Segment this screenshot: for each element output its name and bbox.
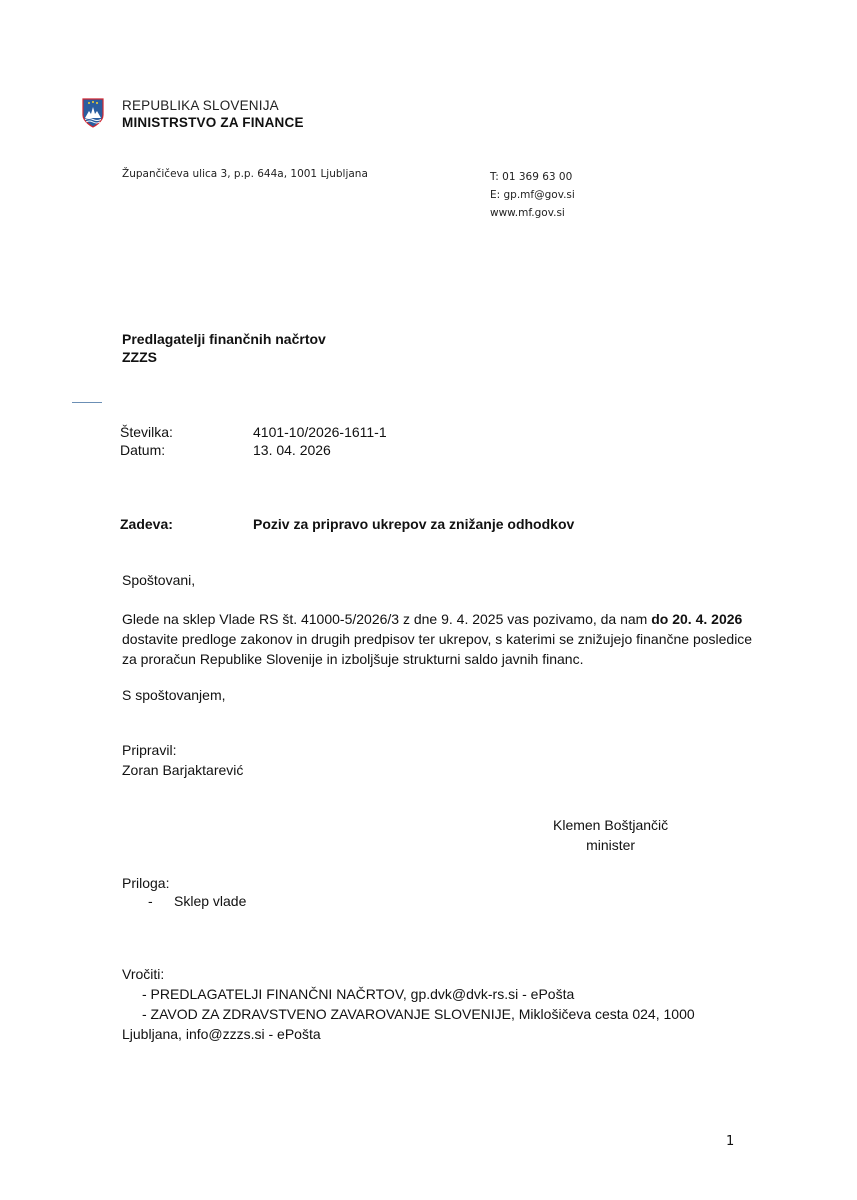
attachment-dash: - bbox=[148, 893, 153, 909]
ministry-address: Župančičeva ulica 3, p.p. 644a, 1001 Ljubljana bbox=[122, 168, 368, 180]
website: www.mf.gov.si bbox=[490, 207, 565, 219]
subject-value: Poziv za pripravo ukrepov za znižanje odhodkov bbox=[253, 516, 575, 532]
date-value: 13. 04. 2026 bbox=[253, 442, 331, 458]
prepared-by-block bbox=[122, 740, 243, 780]
signer-title: minister bbox=[586, 837, 636, 853]
delivery-line-2: - ZAVOD ZA ZDRAVSTVENO ZAVAROVANJE SLOVENIJE, Miklošičeva cesta 024, 1000 bbox=[142, 1006, 695, 1022]
prepared-name: Zoran Barjaktarević bbox=[122, 762, 244, 778]
number-value: 4101-10/2026-1611-1 bbox=[253, 424, 387, 440]
recipient-block bbox=[122, 330, 326, 366]
phone: T: 01 369 63 00 bbox=[490, 171, 573, 183]
email: E: gp.mf@gov.si bbox=[490, 189, 575, 201]
delivery-block bbox=[122, 964, 762, 1044]
closing: S spoštovanjem, bbox=[122, 687, 226, 703]
attachment-label: Priloga: bbox=[122, 875, 170, 891]
delivery-label: Vročiti: bbox=[122, 966, 165, 982]
deadline-bold-2: 2026 bbox=[711, 611, 743, 627]
ministry-name: MINISTRSTVO ZA FINANCE bbox=[122, 115, 304, 130]
fold-mark bbox=[72, 402, 102, 403]
subject-label: Zadeva: bbox=[120, 516, 173, 532]
attachment-item bbox=[148, 891, 246, 911]
prepared-label: Pripravil: bbox=[122, 742, 177, 758]
greeting: Spoštovani, bbox=[122, 572, 196, 588]
contact-block bbox=[490, 168, 575, 222]
signature-block bbox=[553, 815, 668, 855]
signer-name: Klemen Boštjančič bbox=[553, 817, 669, 833]
para-text-1: Glede na sklep Vlade RS št. 41000-5/2026/3 z dne 9. 4. 2025 vas pozivamo, da nam bbox=[122, 611, 652, 627]
body-paragraph bbox=[122, 609, 762, 669]
para-text-2: dostavite predloge zakonov in drugih predpisov ter ukrepov, s katerimi se znižujejo finančne posledice za proračun Republike Slovenije in izboljšuje strukturni saldo javnih financ. bbox=[122, 631, 753, 667]
date-label: Datum: bbox=[120, 442, 166, 458]
delivery-line-3: Ljubljana, info@zzzs.si - ePošta bbox=[122, 1026, 321, 1042]
recipient-line-1: Predlagatelji finančnih načrtov bbox=[122, 331, 326, 347]
delivery-line-1: - PREDLAGATELJI FINANČNI NAČRTOV, gp.dvk@dvk-rs.si - ePošta bbox=[142, 986, 575, 1002]
coat-of-arms-icon bbox=[82, 98, 104, 128]
number-label: Številka: bbox=[120, 424, 173, 440]
deadline-bold-1: do 20. 4. bbox=[651, 611, 708, 627]
page-number: 1 bbox=[726, 1134, 735, 1149]
attachment-name: Sklep vlade bbox=[174, 893, 247, 909]
country-name: REPUBLIKA SLOVENIJA bbox=[122, 98, 279, 113]
recipient-line-2: ZZZS bbox=[122, 349, 157, 365]
